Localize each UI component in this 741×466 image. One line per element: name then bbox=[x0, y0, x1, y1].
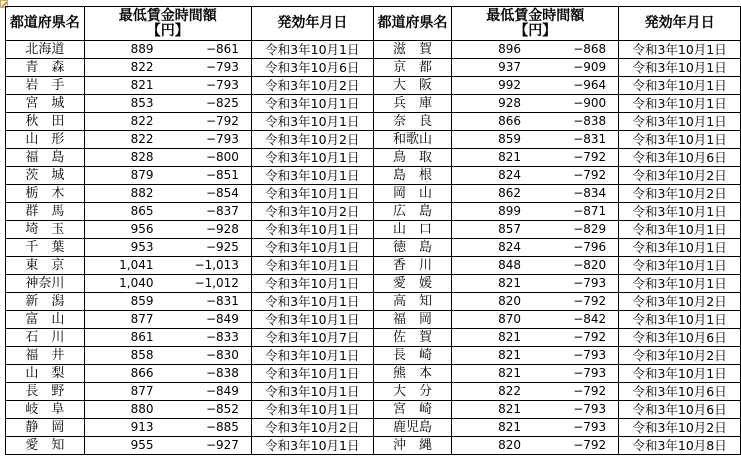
left-wage-cell: 822 bbox=[84, 59, 171, 77]
right-wage-cell: 821 bbox=[452, 419, 539, 437]
left-wage-cell: 866 bbox=[84, 365, 171, 383]
right-diff-cell: −792 bbox=[539, 293, 619, 311]
table-row bbox=[6, 419, 741, 437]
left-wage-cell: 877 bbox=[84, 383, 171, 401]
right-diff-cell: −792 bbox=[539, 167, 619, 185]
left-diff-cell: −800 bbox=[172, 149, 252, 167]
right-diff-cell: −793 bbox=[539, 275, 619, 293]
right-wage-cell: 821 bbox=[452, 401, 539, 419]
left-date-cell: 令和3年10月1日 bbox=[251, 221, 373, 239]
left-wage-cell: 955 bbox=[84, 437, 171, 455]
right-wage-cell: 937 bbox=[452, 59, 539, 77]
right-pref-cell: 滋 賀 bbox=[373, 41, 452, 59]
table-row bbox=[6, 185, 741, 203]
table-row bbox=[6, 149, 741, 167]
left-wage-cell: 822 bbox=[84, 131, 171, 149]
right-date-cell: 令和3年10月1日 bbox=[619, 77, 741, 95]
left-date-cell: 令和3年10月1日 bbox=[251, 257, 373, 275]
left-diff-cell: −833 bbox=[172, 329, 252, 347]
header-date-right: 発効年月日 bbox=[619, 7, 741, 41]
left-diff-cell: −854 bbox=[172, 185, 252, 203]
left-date-cell: 令和3年10月1日 bbox=[251, 311, 373, 329]
right-date-cell: 令和3年10月8日 bbox=[619, 437, 741, 455]
right-date-cell: 令和3年10月1日 bbox=[619, 275, 741, 293]
right-wage-cell: 824 bbox=[452, 239, 539, 257]
right-wage-cell: 928 bbox=[452, 95, 539, 113]
right-pref-cell: 長 崎 bbox=[373, 347, 452, 365]
left-wage-cell: 858 bbox=[84, 347, 171, 365]
left-pref-cell: 岩 手 bbox=[6, 77, 85, 95]
right-pref-cell: 宮 崎 bbox=[373, 401, 452, 419]
right-pref-cell: 岡 山 bbox=[373, 185, 452, 203]
table-row bbox=[6, 95, 741, 113]
right-diff-cell: −964 bbox=[539, 77, 619, 95]
left-wage-cell: 879 bbox=[84, 167, 171, 185]
left-pref-cell: 青 森 bbox=[6, 59, 85, 77]
left-date-cell: 令和3年10月1日 bbox=[251, 167, 373, 185]
right-diff-cell: −793 bbox=[539, 401, 619, 419]
right-diff-cell: −831 bbox=[539, 131, 619, 149]
left-date-cell: 令和3年10月1日 bbox=[251, 41, 373, 59]
table-row bbox=[6, 437, 741, 455]
right-date-cell: 令和3年10月2日 bbox=[619, 185, 741, 203]
right-diff-cell: −793 bbox=[539, 347, 619, 365]
right-diff-cell: −792 bbox=[539, 329, 619, 347]
right-date-cell: 令和3年10月6日 bbox=[619, 149, 741, 167]
left-pref-cell: 富 山 bbox=[6, 311, 85, 329]
left-pref-cell: 群 馬 bbox=[6, 203, 85, 221]
header-prefecture-right: 都道府県名 bbox=[373, 7, 452, 41]
left-diff-cell: −925 bbox=[172, 239, 252, 257]
right-diff-cell: −793 bbox=[539, 365, 619, 383]
left-pref-cell: 静 岡 bbox=[6, 419, 85, 437]
right-date-cell: 令和3年10月6日 bbox=[619, 383, 741, 401]
left-wage-cell: 853 bbox=[84, 95, 171, 113]
right-wage-cell: 820 bbox=[452, 437, 539, 455]
right-wage-cell: 821 bbox=[452, 347, 539, 365]
left-diff-cell: −831 bbox=[172, 293, 252, 311]
right-wage-cell: 899 bbox=[452, 203, 539, 221]
right-diff-cell: −793 bbox=[539, 419, 619, 437]
left-date-cell: 令和3年10月1日 bbox=[251, 383, 373, 401]
left-diff-cell: −793 bbox=[172, 131, 252, 149]
left-diff-cell: −885 bbox=[172, 419, 252, 437]
right-date-cell: 令和3年10月1日 bbox=[619, 131, 741, 149]
header-wage-title: 最低賃金時間額 bbox=[118, 7, 217, 24]
left-pref-cell: 千 葉 bbox=[6, 239, 85, 257]
right-diff-cell: −796 bbox=[539, 239, 619, 257]
right-pref-cell: 広 島 bbox=[373, 203, 452, 221]
left-diff-cell: −861 bbox=[172, 41, 252, 59]
left-pref-cell: 北海道 bbox=[6, 41, 85, 59]
right-pref-cell: 沖 縄 bbox=[373, 437, 452, 455]
left-wage-cell: 882 bbox=[84, 185, 171, 203]
right-wage-cell: 824 bbox=[452, 167, 539, 185]
left-wage-cell: 821 bbox=[84, 77, 171, 95]
header-wage-unit: 【円】 bbox=[146, 22, 189, 39]
left-pref-cell: 福 島 bbox=[6, 149, 85, 167]
left-pref-cell: 埼 玉 bbox=[6, 221, 85, 239]
right-date-cell: 令和3年10月1日 bbox=[619, 203, 741, 221]
right-date-cell: 令和3年10月2日 bbox=[619, 293, 741, 311]
left-date-cell: 令和3年10月1日 bbox=[251, 149, 373, 167]
table-row bbox=[6, 329, 741, 347]
table-row bbox=[6, 113, 741, 131]
right-wage-cell: 821 bbox=[452, 365, 539, 383]
left-date-cell: 令和3年10月2日 bbox=[251, 131, 373, 149]
left-diff-cell: −1,013 bbox=[172, 257, 252, 275]
left-pref-cell: 宮 城 bbox=[6, 95, 85, 113]
right-pref-cell: 鳥 取 bbox=[373, 149, 452, 167]
left-pref-cell: 石 川 bbox=[6, 329, 85, 347]
table-row bbox=[6, 293, 741, 311]
right-wage-cell: 821 bbox=[452, 149, 539, 167]
header-row bbox=[6, 7, 741, 41]
left-pref-cell: 岐 阜 bbox=[6, 401, 85, 419]
left-date-cell: 令和3年10月1日 bbox=[251, 113, 373, 131]
left-pref-cell: 山 梨 bbox=[6, 365, 85, 383]
right-diff-cell: −868 bbox=[539, 41, 619, 59]
right-pref-cell: 和歌山 bbox=[373, 131, 452, 149]
left-date-cell: 令和3年10月1日 bbox=[251, 437, 373, 455]
left-diff-cell: −793 bbox=[172, 59, 252, 77]
left-wage-cell: 913 bbox=[84, 419, 171, 437]
right-date-cell: 令和3年10月2日 bbox=[619, 347, 741, 365]
table-row bbox=[6, 311, 741, 329]
header-prefecture-left: 都道府県名 bbox=[6, 7, 85, 41]
right-diff-cell: −792 bbox=[539, 383, 619, 401]
right-pref-cell: 徳 島 bbox=[373, 239, 452, 257]
right-wage-cell: 866 bbox=[452, 113, 539, 131]
table-body bbox=[6, 41, 741, 455]
right-diff-cell: −834 bbox=[539, 185, 619, 203]
right-pref-cell: 鹿児島 bbox=[373, 419, 452, 437]
left-wage-cell: 953 bbox=[84, 239, 171, 257]
header-date-left: 発効年月日 bbox=[251, 7, 373, 41]
left-pref-cell: 長 野 bbox=[6, 383, 85, 401]
right-date-cell: 令和3年10月1日 bbox=[619, 113, 741, 131]
right-date-cell: 令和3年10月1日 bbox=[619, 59, 741, 77]
left-wage-cell: 865 bbox=[84, 203, 171, 221]
right-date-cell: 令和3年10月6日 bbox=[619, 401, 741, 419]
left-diff-cell: −793 bbox=[172, 77, 252, 95]
right-date-cell: 令和3年10月6日 bbox=[619, 329, 741, 347]
right-wage-cell: 822 bbox=[452, 383, 539, 401]
right-pref-cell: 大 阪 bbox=[373, 77, 452, 95]
right-date-cell: 令和3年10月1日 bbox=[619, 239, 741, 257]
left-diff-cell: −792 bbox=[172, 113, 252, 131]
right-diff-cell: −820 bbox=[539, 257, 619, 275]
right-pref-cell: 愛 媛 bbox=[373, 275, 452, 293]
table-row bbox=[6, 401, 741, 419]
left-wage-cell: 859 bbox=[84, 293, 171, 311]
table-row bbox=[6, 41, 741, 59]
table-row bbox=[6, 275, 741, 293]
right-date-cell: 令和3年10月2日 bbox=[619, 419, 741, 437]
left-pref-cell: 秋 田 bbox=[6, 113, 85, 131]
left-date-cell: 令和3年10月2日 bbox=[251, 77, 373, 95]
left-pref-cell: 東 京 bbox=[6, 257, 85, 275]
left-diff-cell: −852 bbox=[172, 401, 252, 419]
right-pref-cell: 佐 賀 bbox=[373, 329, 452, 347]
left-diff-cell: −825 bbox=[172, 95, 252, 113]
left-diff-cell: −851 bbox=[172, 167, 252, 185]
left-pref-cell: 山 形 bbox=[6, 131, 85, 149]
right-pref-cell: 福 岡 bbox=[373, 311, 452, 329]
right-date-cell: 令和3年10月1日 bbox=[619, 221, 741, 239]
right-diff-cell: −900 bbox=[539, 95, 619, 113]
left-diff-cell: −928 bbox=[172, 221, 252, 239]
table-row bbox=[6, 221, 741, 239]
left-date-cell: 令和3年10月1日 bbox=[251, 275, 373, 293]
minimum-wage-table bbox=[5, 6, 741, 455]
left-wage-cell: 956 bbox=[84, 221, 171, 239]
right-pref-cell: 島 根 bbox=[373, 167, 452, 185]
right-wage-cell: 848 bbox=[452, 257, 539, 275]
header-wage-title: 最低賃金時間額 bbox=[486, 7, 585, 24]
right-wage-cell: 870 bbox=[452, 311, 539, 329]
left-wage-cell: 822 bbox=[84, 113, 171, 131]
table-row bbox=[6, 257, 741, 275]
left-date-cell: 令和3年10月1日 bbox=[251, 95, 373, 113]
left-diff-cell: −849 bbox=[172, 311, 252, 329]
left-wage-cell: 880 bbox=[84, 401, 171, 419]
right-pref-cell: 熊 本 bbox=[373, 365, 452, 383]
left-date-cell: 令和3年10月1日 bbox=[251, 401, 373, 419]
header-wage-left bbox=[84, 7, 251, 41]
table-row bbox=[6, 239, 741, 257]
left-pref-cell: 新 潟 bbox=[6, 293, 85, 311]
right-date-cell: 令和3年10月2日 bbox=[619, 167, 741, 185]
left-pref-cell: 栃 木 bbox=[6, 185, 85, 203]
left-date-cell: 令和3年10月1日 bbox=[251, 365, 373, 383]
right-pref-cell: 香 川 bbox=[373, 257, 452, 275]
right-date-cell: 令和3年10月1日 bbox=[619, 257, 741, 275]
left-wage-cell: 1,040 bbox=[84, 275, 171, 293]
table-row bbox=[6, 59, 741, 77]
left-diff-cell: −838 bbox=[172, 365, 252, 383]
right-diff-cell: −842 bbox=[539, 311, 619, 329]
right-pref-cell: 大 分 bbox=[373, 383, 452, 401]
right-wage-cell: 821 bbox=[452, 275, 539, 293]
right-pref-cell: 山 口 bbox=[373, 221, 452, 239]
right-diff-cell: −909 bbox=[539, 59, 619, 77]
left-date-cell: 令和3年10月6日 bbox=[251, 59, 373, 77]
right-date-cell: 令和3年10月1日 bbox=[619, 311, 741, 329]
right-diff-cell: −792 bbox=[539, 149, 619, 167]
header-wage-right bbox=[452, 7, 619, 41]
header-wage-unit: 【円】 bbox=[514, 22, 557, 39]
right-pref-cell: 高 知 bbox=[373, 293, 452, 311]
right-wage-cell: 862 bbox=[452, 185, 539, 203]
left-date-cell: 令和3年10月1日 bbox=[251, 347, 373, 365]
left-wage-cell: 877 bbox=[84, 311, 171, 329]
left-wage-cell: 889 bbox=[84, 41, 171, 59]
table-row bbox=[6, 347, 741, 365]
right-wage-cell: 857 bbox=[452, 221, 539, 239]
left-date-cell: 令和3年10月2日 bbox=[251, 419, 373, 437]
right-pref-cell: 奈 良 bbox=[373, 113, 452, 131]
right-wage-cell: 896 bbox=[452, 41, 539, 59]
right-date-cell: 令和3年10月1日 bbox=[619, 365, 741, 383]
left-diff-cell: −927 bbox=[172, 437, 252, 455]
left-date-cell: 令和3年10月1日 bbox=[251, 239, 373, 257]
left-date-cell: 令和3年10月7日 bbox=[251, 329, 373, 347]
table-row bbox=[6, 77, 741, 95]
right-wage-cell: 820 bbox=[452, 293, 539, 311]
right-pref-cell: 京 都 bbox=[373, 59, 452, 77]
left-diff-cell: −837 bbox=[172, 203, 252, 221]
left-pref-cell: 福 井 bbox=[6, 347, 85, 365]
table-row bbox=[6, 131, 741, 149]
left-wage-cell: 1,041 bbox=[84, 257, 171, 275]
left-wage-cell: 861 bbox=[84, 329, 171, 347]
left-date-cell: 令和3年10月1日 bbox=[251, 185, 373, 203]
table-row bbox=[6, 365, 741, 383]
left-pref-cell: 神奈川 bbox=[6, 275, 85, 293]
left-diff-cell: −1,012 bbox=[172, 275, 252, 293]
right-diff-cell: −792 bbox=[539, 437, 619, 455]
left-diff-cell: −830 bbox=[172, 347, 252, 365]
right-diff-cell: −838 bbox=[539, 113, 619, 131]
right-wage-cell: 992 bbox=[452, 77, 539, 95]
left-diff-cell: −849 bbox=[172, 383, 252, 401]
right-wage-cell: 859 bbox=[452, 131, 539, 149]
left-date-cell: 令和3年10月2日 bbox=[251, 203, 373, 221]
table-row bbox=[6, 167, 741, 185]
left-pref-cell: 茨 城 bbox=[6, 167, 85, 185]
left-wage-cell: 828 bbox=[84, 149, 171, 167]
right-date-cell: 令和3年10月1日 bbox=[619, 95, 741, 113]
table-row bbox=[6, 383, 741, 401]
right-date-cell: 令和3年10月1日 bbox=[619, 41, 741, 59]
right-diff-cell: −829 bbox=[539, 221, 619, 239]
right-pref-cell: 兵 庫 bbox=[373, 95, 452, 113]
table-row bbox=[6, 203, 741, 221]
right-wage-cell: 821 bbox=[452, 329, 539, 347]
left-pref-cell: 愛 知 bbox=[6, 437, 85, 455]
right-diff-cell: −871 bbox=[539, 203, 619, 221]
left-date-cell: 令和3年10月1日 bbox=[251, 293, 373, 311]
